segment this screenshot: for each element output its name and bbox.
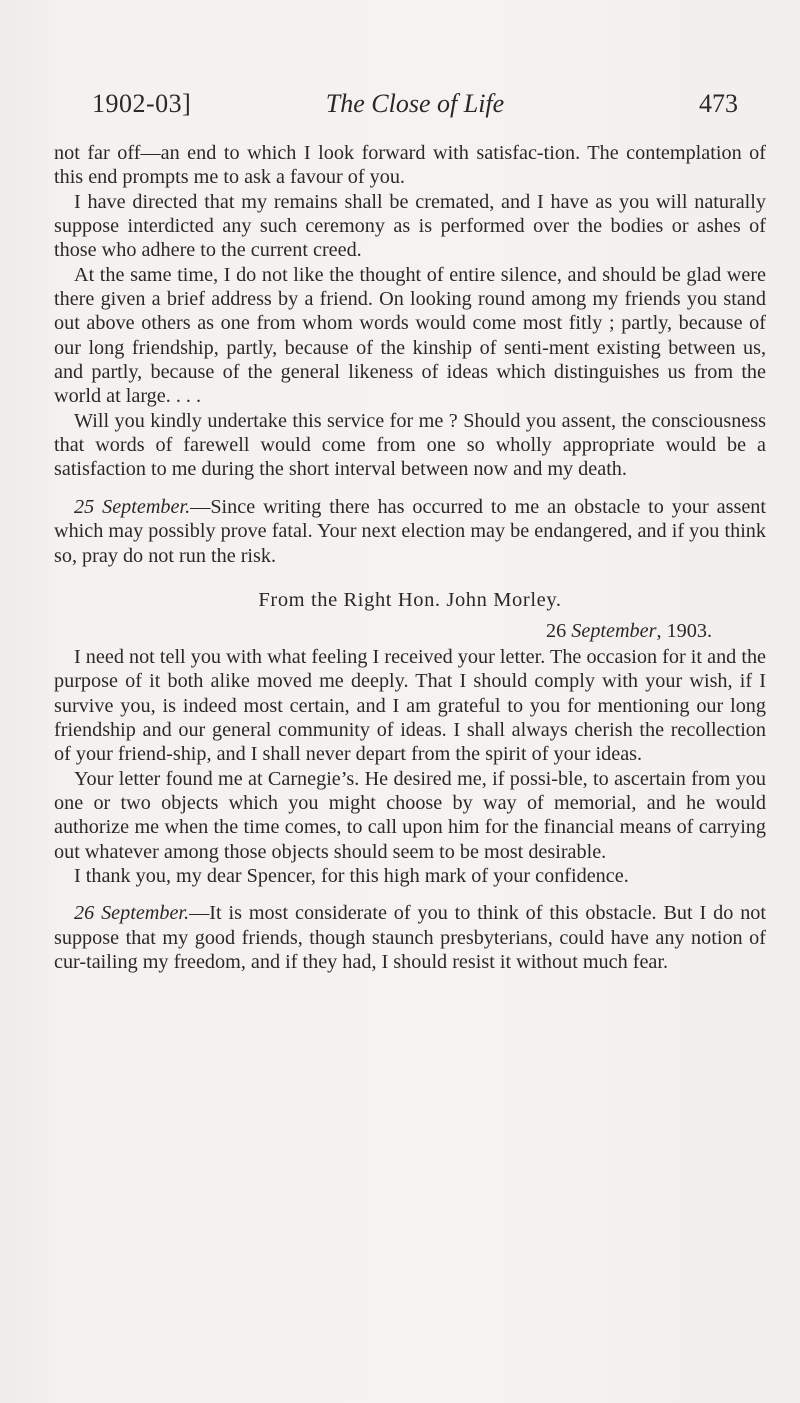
- letter2-heading: From the Right Hon. John Morley.: [258, 588, 562, 611]
- dateline-day: 26: [546, 619, 572, 642]
- letter1-paragraph-3: At the same time, I do not like the thought of entire silence, and should be glad were there given a brief address by a friend. On looking round among my friends you stand out above others as one from whom words would come most fitly ; partly, because of our long friendship, partly, because of the kinship of senti-ment existing between us, and partly, because of the general likeness of ideas which distinguishes us from the world at large. . . .: [54, 263, 766, 408]
- letter1-paragraph-2: I have directed that my remains shall be cremated, and I have as you will naturally suppose interdicted any such ceremony as is performed over the bodies or ashes of those who adhere to the current creed.: [54, 190, 766, 262]
- letter1-paragraph-1: not far off—an end to which I look forward with satisfac-tion. The contemplation of this end prompts me to ask a favour of you.: [54, 142, 766, 189]
- dateline-year: , 1903.: [656, 619, 712, 642]
- dateline-month: September: [571, 619, 657, 642]
- running-header: [92, 84, 738, 124]
- letter3-paragraph: [54, 901, 766, 974]
- letter3-text: —It is most considerate of you to think of this obstacle. But I do not suppose that my good friends, though staunch presbyterians, could have any notion of cur-tailing my freedom, and if they had, I should resist it without much fear.: [54, 902, 766, 973]
- page-number: 473: [699, 89, 738, 118]
- postscript-date: 25 September.: [74, 495, 191, 518]
- letter2-dateline: [54, 619, 766, 643]
- letter2-paragraph-2: Your letter found me at Carnegie’s. He desired me, if possi-ble, to ascertain from you one or two objects which you might choose by way of memorial, and he would authorize me when the time comes, to call upon him for the financial means of carrying out whatever among those objects should seem to be most desirable.: [54, 767, 766, 863]
- page-body: [54, 141, 766, 974]
- letter3-date: 26 September.: [74, 902, 190, 925]
- letter1-postscript: [54, 495, 766, 568]
- letter1-paragraph-4: Will you kindly undertake this service for me ? Should you assent, the consciousness that words of farewell would come from one so wholly appropriate would be a satisfaction to me during the short interval between now and my death.: [54, 409, 766, 481]
- letter2-paragraph-1: I need not tell you with what feeling I received your letter. The occasion for it and the purpose of it both alike moved me deeply. That I should comply with your wish, if I survive you, is indeed most certain, and I am grateful to you for mentioning our long friendship and our general community of ideas. I shall always cherish the recollection of your friend-ship, and I shall never depart from the spirit of your ideas.: [54, 645, 766, 766]
- header-title: The Close of Life: [325, 89, 505, 118]
- letter2-paragraph-3: I thank you, my dear Spencer, for this high mark of your confidence.: [74, 864, 629, 887]
- postscript-text: —Since writing there has occurred to me an obstacle to your assent which may possibly prove fatal. Your next election may be endangered, and if you think so, pray do not run the risk.: [54, 495, 766, 567]
- header-years: 1902-03]: [92, 89, 192, 118]
